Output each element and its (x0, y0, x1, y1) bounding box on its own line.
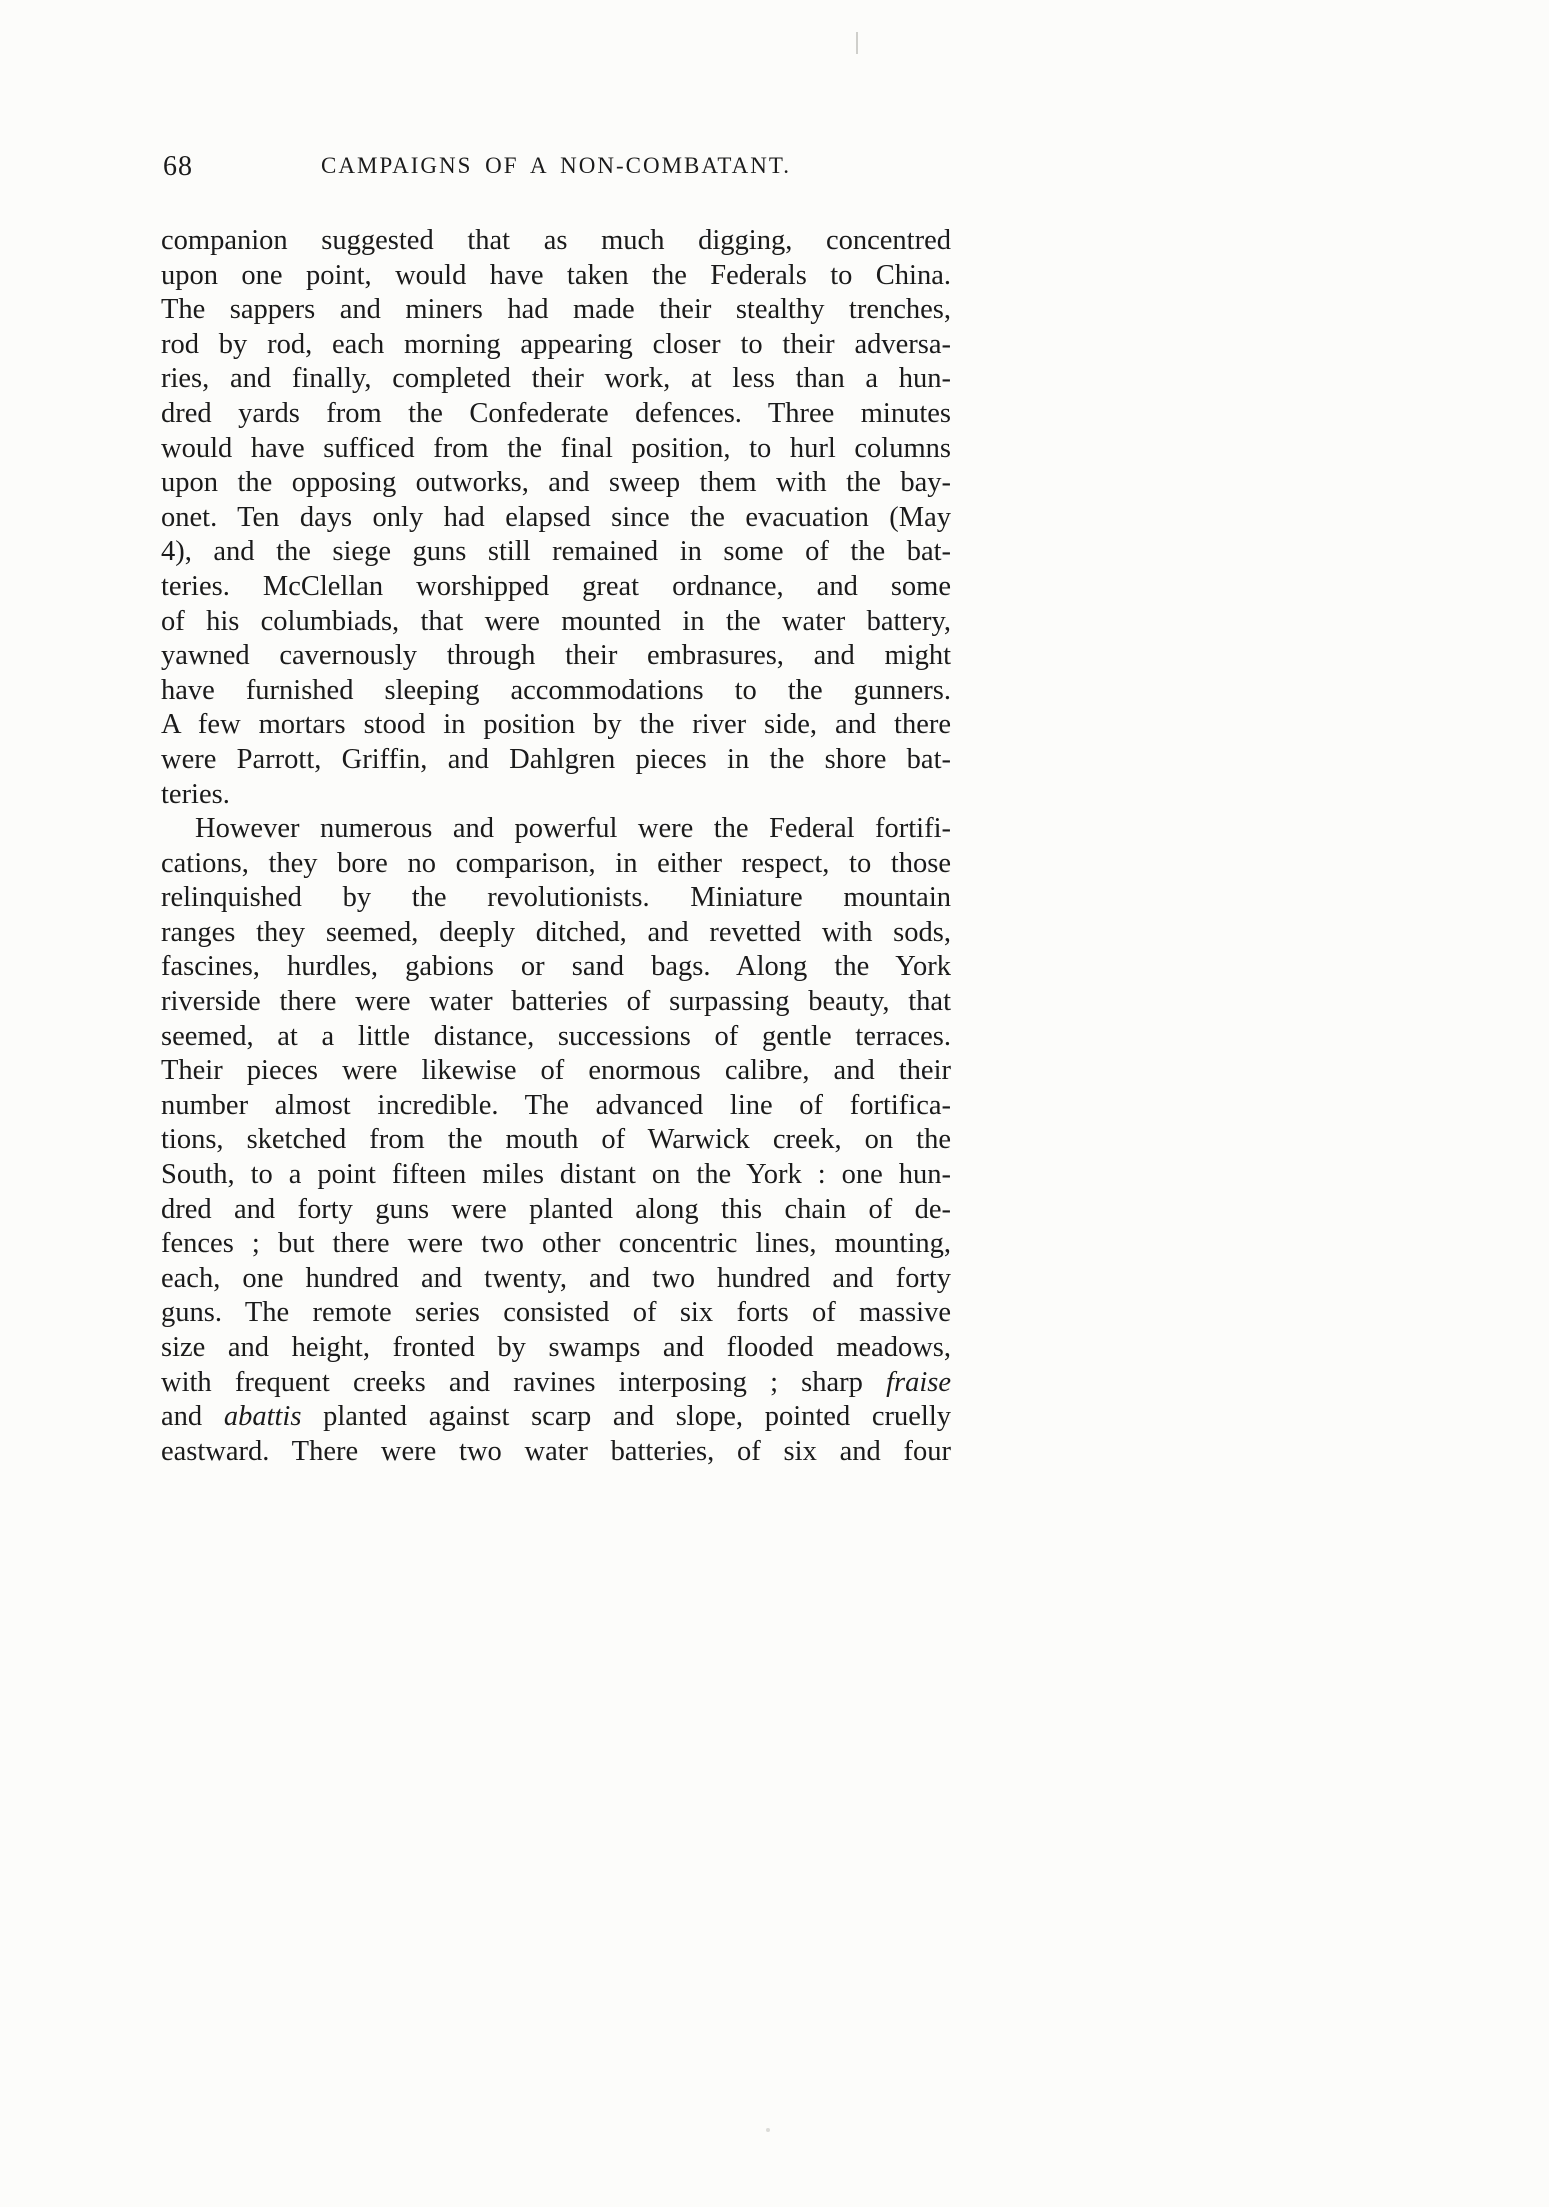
text-line (161, 1054, 951, 1089)
text-segment: fences ; but there were two other concentric lines, mounting, (161, 1228, 951, 1260)
text-line (161, 1296, 951, 1331)
text-segment: each, one hundred and twenty, and two hundred and forty (161, 1262, 951, 1294)
scan-artifact (856, 32, 858, 54)
text-segment: 4), and the siege guns still remained in some of the bat- (161, 536, 951, 568)
scan-artifact (766, 2128, 770, 2132)
italic-text: abattis (223, 1401, 302, 1433)
text-line (161, 1262, 951, 1297)
text-segment: upon one point, would have taken the Federals to China. (161, 259, 951, 291)
text-segment: ries, and finally, completed their work, at less than a hun- (161, 363, 951, 395)
text-line (161, 812, 951, 847)
text-line (161, 916, 951, 951)
text-line (161, 293, 951, 328)
text-segment: ranges they seemed, deeply ditched, and revetted with sods, (161, 916, 951, 948)
text-segment: would have sufficed from the final position, to hurl columns (161, 432, 951, 464)
text-line (161, 535, 951, 570)
text-line (161, 639, 951, 674)
text-segment: eastward. There were two water batteries, of six and four (161, 1435, 951, 1467)
text-segment: planted against scarp and slope, pointed cruelly (301, 1401, 952, 1433)
text-line (161, 1366, 951, 1401)
text-segment: have furnished sleeping accommodations to the gunners. (161, 674, 951, 706)
text-line (161, 881, 951, 916)
text-line (161, 466, 951, 501)
text-segment: The sappers and miners had made their stealthy trenches, (161, 294, 951, 326)
text-line (161, 432, 951, 467)
text-line (161, 950, 951, 985)
text-line (161, 1089, 951, 1124)
text-line (161, 985, 951, 1020)
text-segment: companion suggested that as much digging, concentred (161, 225, 951, 256)
text-line (161, 328, 951, 363)
text-line (161, 708, 951, 743)
text-line (161, 1158, 951, 1193)
text-segment: were Parrott, Griffin, and Dahlgren pieces in the shore bat- (161, 743, 951, 775)
text-segment: Their pieces were likewise of enormous calibre, and their (161, 1055, 951, 1087)
running-title: CAMPAIGNS OF A NON-COMBATANT. (321, 153, 791, 178)
text-segment: tions, sketched from the mouth of Warwick creek, on the (161, 1124, 951, 1156)
text-segment: teries. McClellan worshipped great ordnance, and some (161, 570, 951, 602)
text-segment: onet. Ten days only had elapsed since the evacuation (May (161, 501, 951, 533)
text-line (161, 847, 951, 882)
text-segment: relinquished by the revolutionists. Miniature mountain (161, 882, 951, 914)
text-line (161, 362, 951, 397)
text-segment: and (161, 1401, 224, 1433)
text-segment: guns. The remote series consisted of six forts of massive (161, 1297, 951, 1329)
text-segment: upon the opposing outworks, and sweep them with the bay- (161, 467, 951, 499)
text-line (161, 1400, 951, 1435)
text-line (161, 570, 951, 605)
text-segment: However numerous and powerful were the Federal fortifi- (195, 813, 951, 845)
text-line (161, 1193, 951, 1228)
text-segment: dred and forty guns were planted along this chain of de- (161, 1193, 951, 1225)
text-line (161, 1331, 951, 1366)
text-line (161, 1435, 951, 1470)
page-header (161, 150, 951, 182)
text-segment: seemed, at a little distance, successions of gentle terraces. (161, 1020, 951, 1052)
text-segment: teries. (161, 778, 230, 810)
text-line (161, 605, 951, 640)
text-line (161, 1227, 951, 1262)
text-segment: South, to a point fifteen miles distant on the York : one hun- (161, 1159, 951, 1191)
text-line (161, 501, 951, 536)
text-line (161, 1020, 951, 1055)
text-segment: number almost incredible. The advanced line of fortifica- (161, 1089, 951, 1121)
text-line (161, 397, 951, 432)
text-line (161, 259, 951, 294)
text-line (161, 743, 951, 778)
text-segment: rod by rod, each morning appearing closer to their adversa- (161, 328, 951, 360)
page-body (161, 224, 951, 1469)
text-segment: size and height, fronted by swamps and flooded meadows, (161, 1332, 951, 1363)
text-line (161, 674, 951, 709)
text-segment: with frequent creeks and ravines interposing ; sharp (161, 1366, 887, 1398)
text-segment: riverside there were water batteries of surpassing beauty, that (161, 986, 951, 1018)
text-segment: cations, they bore no comparison, in either respect, to those (161, 847, 951, 879)
italic-text: fraise (886, 1366, 951, 1398)
text-line (161, 778, 951, 813)
text-segment: dred yards from the Confederate defences. Three minutes (161, 397, 951, 429)
text-segment: fascines, hurdles, gabions or sand bags. Along the York (161, 951, 951, 983)
text-segment: yawned cavernously through their embrasures, and might (161, 640, 951, 672)
text-segment: A few mortars stood in position by the river side, and there (161, 709, 951, 741)
text-line (161, 224, 951, 259)
text-segment: of his columbiads, that were mounted in the water battery, (161, 605, 951, 637)
page-number: 68 (163, 151, 193, 182)
text-line (161, 1123, 951, 1158)
